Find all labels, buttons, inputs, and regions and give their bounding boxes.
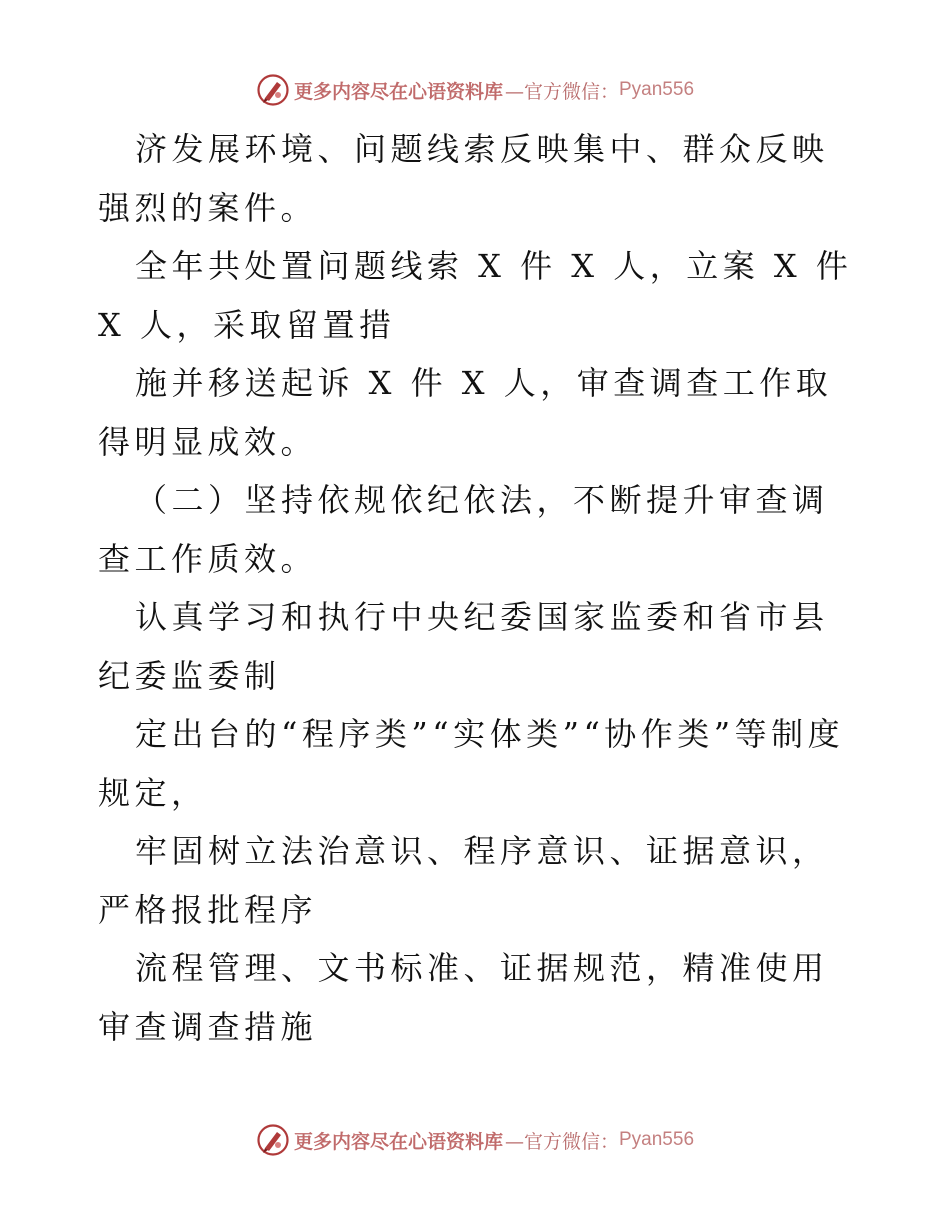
pen-logo-icon [256,73,290,107]
banner-wechat-label: —官方微信： [504,80,619,103]
paragraph: 全年共处置问题线索 X 件 X 人，立案 X 件 X 人，采取留置措 [98,247,853,344]
banner-main-text: 更多内容尽在心语资料库 [293,80,503,103]
paragraph: 流程管理、文书标准、证据规范，精准使用审查调查措施 [98,949,829,1046]
pen-logo-icon [256,1123,290,1157]
paragraph: 济发展环境、问题线索反映集中、群众反映强烈的案件。 [98,130,829,227]
banner-main-text: 更多内容尽在心语资料库 [293,1130,503,1153]
paragraph: 牢固树立法治意识、程序意识、证据意识，严格报批程序 [98,832,829,929]
paragraph: （二）坚持依规依纪依法，不断提升审查调查工作质效。 [98,481,829,578]
paragraph: 定出台的“程序类”“实体类”“协作类”等制度规定， [98,715,845,812]
banner-wechat-id: Pyan556 [619,1129,695,1150]
paragraph: 施并移送起诉 X 件 X 人，审查调查工作取得明显成效。 [98,364,833,461]
banner-wechat-label: —官方微信： [504,1130,619,1153]
document-body [98,120,858,1056]
banner-wechat-id: Pyan556 [619,79,695,100]
footer-watermark-banner [0,1120,950,1160]
header-watermark-banner [0,70,950,110]
paragraph: 认真学习和执行中央纪委国家监委和省市县纪委监委制 [98,598,829,695]
